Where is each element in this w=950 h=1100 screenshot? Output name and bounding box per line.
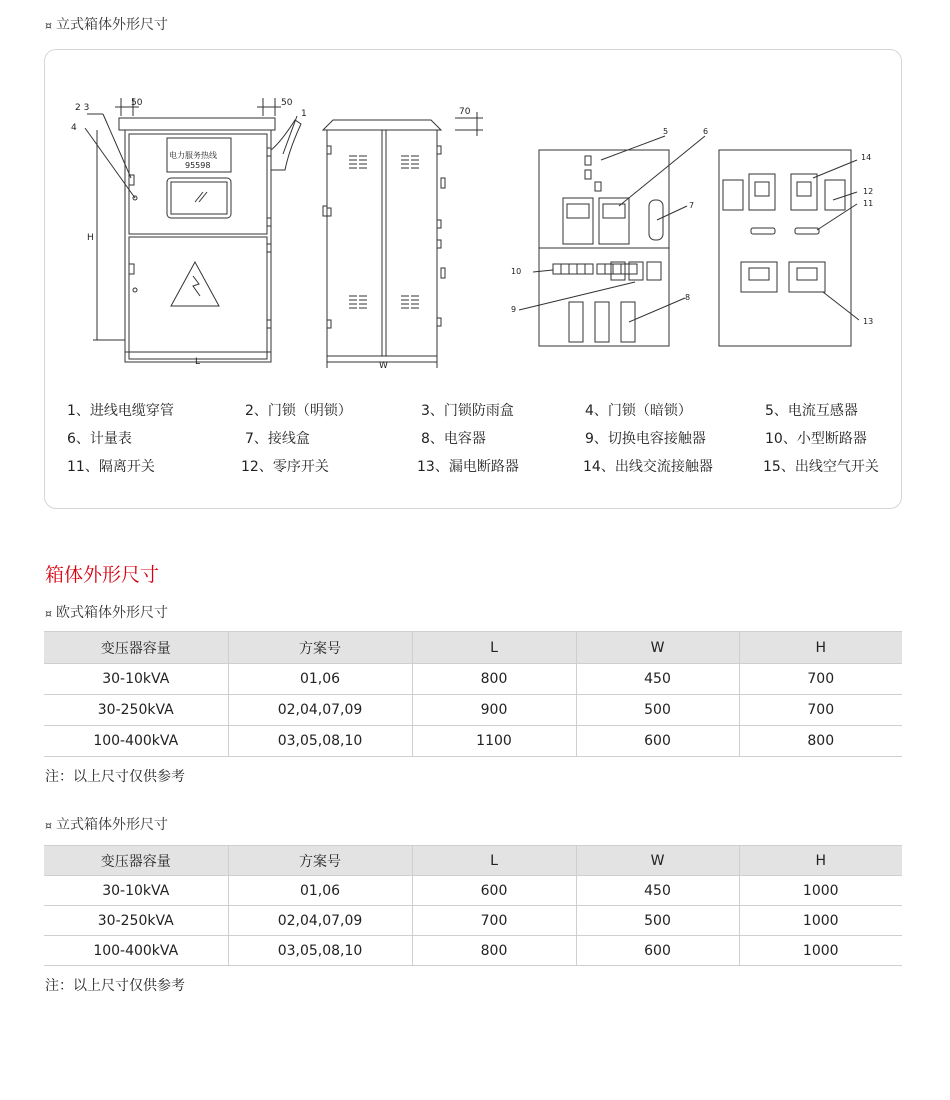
legend-item: 11、隔离开关 — [67, 459, 155, 475]
panel-a-drawing — [519, 136, 705, 346]
dim-50-left: 50 — [131, 98, 143, 108]
legend-item: 7、接线盒 — [245, 431, 310, 447]
table-cell: 02,04,07,09 — [228, 695, 412, 726]
table-cell: 700 — [412, 906, 576, 936]
table-cell: 100-400kVA — [44, 936, 228, 966]
table-row — [44, 726, 902, 757]
callout-8: 8 — [685, 293, 691, 302]
table-row — [44, 936, 902, 966]
table-cell: 800 — [412, 664, 576, 695]
table-cell: 01,06 — [228, 664, 412, 695]
legend-item: 4、门锁（暗锁） — [585, 403, 692, 419]
table-header-row — [44, 846, 902, 876]
panel-b-drawing — [719, 150, 859, 346]
legend-item: 2、门锁（明锁） — [245, 403, 352, 419]
table-euro-dimensions — [44, 631, 902, 757]
table1-note: 注：以上尺寸仅供参考 — [45, 769, 185, 785]
dim-50-right: 50 — [281, 98, 293, 108]
callout-10: 10 — [511, 267, 522, 276]
legend-item: 3、门锁防雨盒 — [421, 403, 514, 419]
column-header: W — [576, 632, 739, 664]
label-h: H — [87, 233, 94, 243]
legend-item: 10、小型断路器 — [765, 431, 867, 447]
table2-note: 注：以上尺寸仅供参考 — [45, 978, 185, 994]
column-header: L — [412, 846, 576, 876]
table-cell: 30-10kVA — [44, 876, 228, 906]
table1-heading — [45, 602, 168, 622]
table2-heading-text: 立式箱体外形尺寸 — [56, 817, 168, 833]
table-cell: 03,05,08,10 — [228, 726, 412, 757]
table-cell: 700 — [739, 695, 902, 726]
top-heading — [45, 14, 168, 34]
table2-heading — [45, 814, 168, 834]
label-w: W — [379, 361, 388, 371]
table-row — [44, 695, 902, 726]
callout-4: 4 — [71, 123, 77, 133]
bullet-mark: ¤ — [45, 607, 52, 620]
table-cell: 02,04,07,09 — [228, 906, 412, 936]
table-cell: 1000 — [739, 906, 902, 936]
side-view-drawing — [323, 112, 483, 368]
door-text-line2: 95598 — [185, 161, 211, 170]
legend-item: 13、漏电断路器 — [417, 459, 519, 475]
callout-13: 13 — [863, 317, 874, 326]
column-header: 方案号 — [228, 632, 412, 664]
table-cell: 450 — [576, 876, 739, 906]
callout-11: 11 — [863, 199, 874, 208]
callout-1: 1 — [301, 109, 307, 119]
dim-70: 70 — [459, 107, 471, 117]
callout-7: 7 — [689, 201, 695, 210]
legend-row — [45, 456, 903, 484]
callout-12: 12 — [863, 187, 874, 196]
door-text-line1: 电力服务热线 — [169, 151, 217, 160]
table-cell: 30-10kVA — [44, 664, 228, 695]
table-cell: 600 — [576, 936, 739, 966]
table-cell: 1000 — [739, 876, 902, 906]
technical-drawing-panel — [44, 49, 902, 509]
table-row — [44, 906, 902, 936]
top-heading-text: 立式箱体外形尺寸 — [56, 17, 168, 33]
table-cell: 500 — [576, 906, 739, 936]
table-cell: 700 — [739, 664, 902, 695]
callout-6: 6 — [703, 127, 709, 136]
callout-14: 14 — [861, 153, 872, 162]
bullet-mark: ¤ — [45, 19, 52, 32]
callout-5: 5 — [663, 127, 669, 136]
table1-heading-text: 欧式箱体外形尺寸 — [56, 605, 168, 621]
callout-9: 9 — [511, 305, 517, 314]
table-row — [44, 664, 902, 695]
bullet-mark: ¤ — [45, 819, 52, 832]
table-cell: 450 — [576, 664, 739, 695]
table-cell: 600 — [412, 876, 576, 906]
legend-item: 12、零序开关 — [241, 459, 329, 475]
legend-item: 5、电流互感器 — [765, 403, 858, 419]
column-header: 变压器容量 — [44, 632, 228, 664]
section-title: 箱体外形尺寸 — [45, 564, 160, 586]
legend-item: 14、出线交流接触器 — [583, 459, 713, 475]
table-vertical-dimensions — [44, 845, 902, 966]
column-header: W — [576, 846, 739, 876]
column-header: H — [739, 846, 902, 876]
cabinet-drawings — [45, 50, 903, 390]
table-cell: 1100 — [412, 726, 576, 757]
legend-row — [45, 428, 903, 456]
callout-2-3: 2 3 — [75, 103, 90, 113]
legend-item: 6、计量表 — [67, 431, 132, 447]
table-cell: 900 — [412, 695, 576, 726]
legend-item: 9、切换电容接触器 — [585, 431, 706, 447]
component-legend — [45, 400, 903, 484]
legend-item: 8、电容器 — [421, 431, 486, 447]
table-cell: 01,06 — [228, 876, 412, 906]
table-header-row — [44, 632, 902, 664]
table-cell: 800 — [412, 936, 576, 966]
table-cell: 800 — [739, 726, 902, 757]
table-cell: 30-250kVA — [44, 695, 228, 726]
front-view-drawing — [85, 98, 301, 362]
column-header: 方案号 — [228, 846, 412, 876]
legend-item: 15、出线空气开关 — [763, 459, 879, 475]
legend-row — [45, 400, 903, 428]
table-cell: 100-400kVA — [44, 726, 228, 757]
table-row — [44, 876, 902, 906]
table-cell: 600 — [576, 726, 739, 757]
table-cell: 1000 — [739, 936, 902, 966]
column-header: H — [739, 632, 902, 664]
label-l: L — [195, 357, 201, 367]
column-header: 变压器容量 — [44, 846, 228, 876]
column-header: L — [412, 632, 576, 664]
table-cell: 03,05,08,10 — [228, 936, 412, 966]
table-cell: 500 — [576, 695, 739, 726]
table-cell: 30-250kVA — [44, 906, 228, 936]
legend-item: 1、进线电缆穿管 — [67, 403, 174, 419]
